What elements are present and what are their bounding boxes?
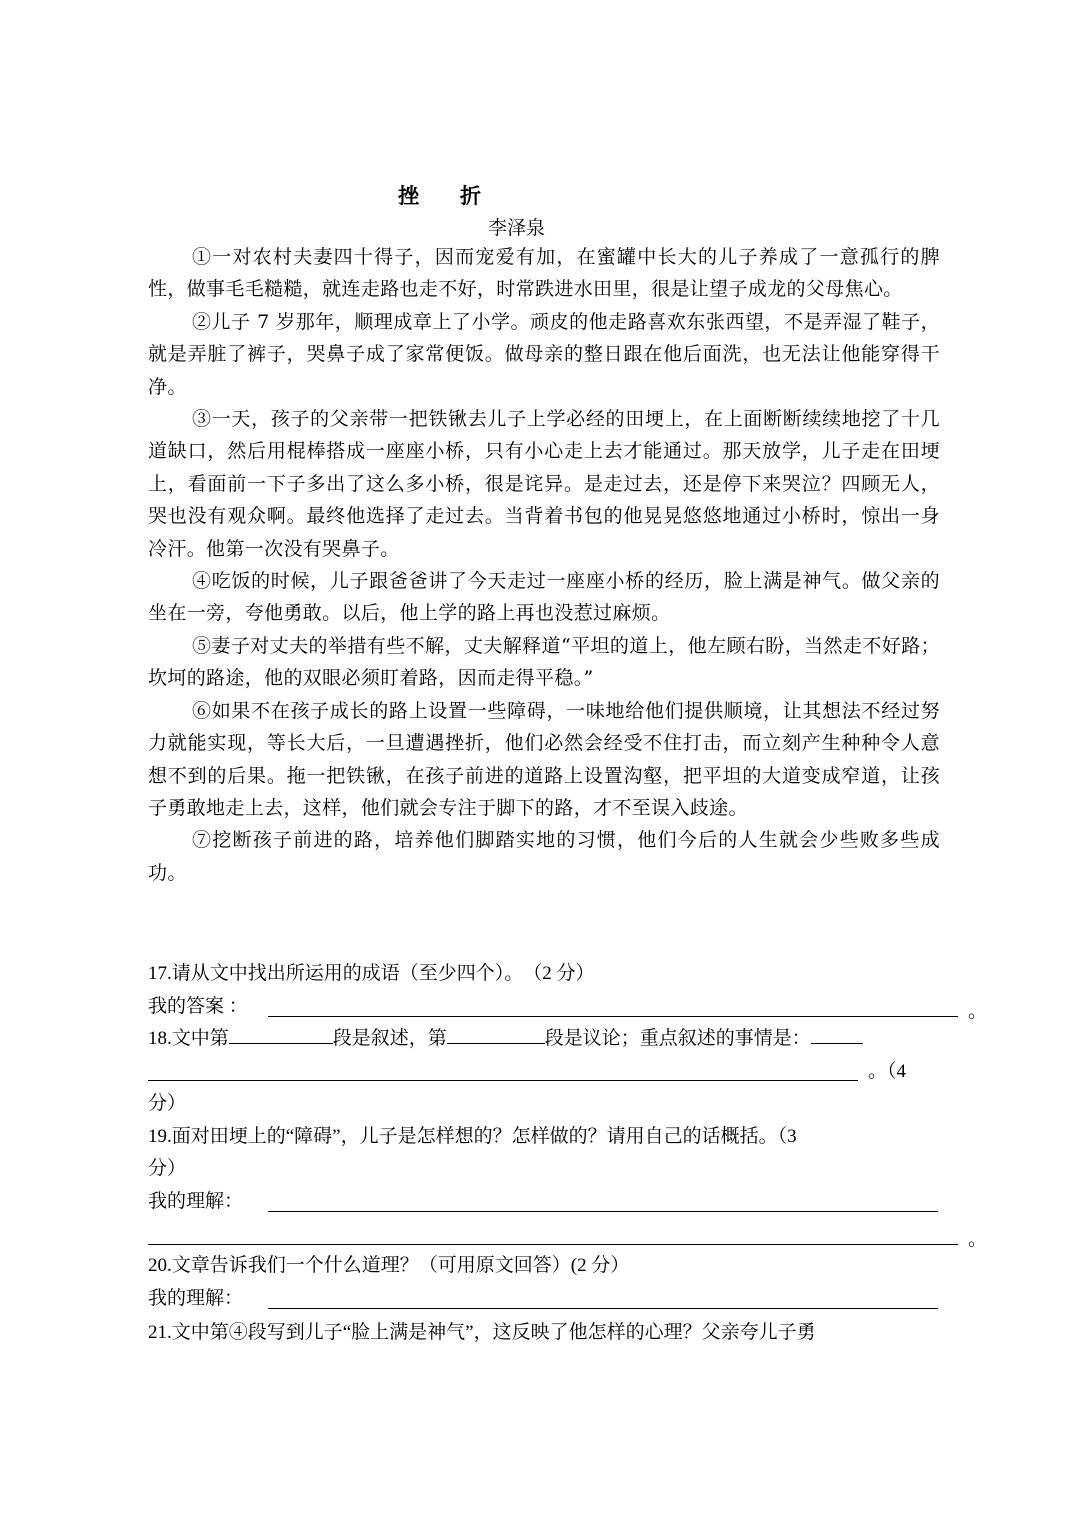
article-author: 李泽泉 [488,217,546,239]
question-19-answer-line-1[interactable] [268,1211,938,1212]
question-19-answer-line-2[interactable] [148,1244,958,1245]
question-20-answer-line[interactable] [268,1308,938,1309]
article-body [148,241,940,889]
paragraph-2: ②儿子 7 岁那年，顺理成章上了小学。顽皮的他走路喜欢东张西望，不是弄湿了鞋子，就是弄脏了裤子，哭鼻子成了家常便饭。做母亲的整日跟在他后面洗，也无法让他能穿得干净。 [148,310,940,398]
question-17-answer-line[interactable] [268,1016,958,1017]
paragraph-7: ⑦挖断孩子前进的路，培养他们脚踏实地的习惯，他们今后的人生就会少些败多些成功。 [148,829,940,884]
question-19-end-mark: 。 [968,1229,988,1250]
question-18-tail: 。（4 [868,1061,907,1082]
paragraph-5: ⑤妻子对丈夫的举措有些不解，丈夫解释道“平坦的道上，他左顾右盼，当然走不好路；坎坷的路途，他的双眼必须盯着路，因而走得平稳。” [148,634,940,690]
question-18-blank-1[interactable] [229,1026,333,1044]
paragraph-3: ③一天，孩子的父亲带一把铁锹去儿子上学必经的田埂上，在上面断断续续地挖了十几道缺口，然后用棍棒搭成一座座小桥，只有小心走上去才能通过。那天放学，儿子走在田埂上，看面前一下子多出了这么多小桥，很是诧异。是走过去，还是停下来哭泣？四顾无人，哭也没有观众啊。最终他选择了走过去。当背着书包的他晃晃悠悠地通过小桥时，惊出一身冷汗。他第一次没有哭鼻子。 [148,408,940,560]
question-18-continued: 分） [148,1093,187,1114]
question-19: 19.面对田埂上的“障碍”，儿子是怎样想的？怎样做的？请用自己的话概括。（3 [148,1126,797,1147]
question-18-blank-3[interactable] [811,1026,863,1044]
question-20: 20.文章告诉我们一个什么道理？（可用原文回答）(2 分） [148,1255,630,1276]
question-18-blank-2[interactable] [447,1026,545,1044]
question-18-part-1: 18.文中第 [148,1028,229,1049]
question-18 [148,1023,863,1055]
question-17: 17.请从文中找出所运用的成语（至少四个）。 （2 分） [148,963,595,984]
paragraph-6: ⑥如果不在孩子成长的路上设置一些障碍，一味地给他们提供顺境，让其想法不经过努力就能实现，等长大后，一旦遭遇挫折，他们必然会经受不住打击，而立刻产生种种令人意想不到的后果。拖一把铁锹，在孩子前进的道路上设置沟壑，把平坦的大道变成窄道，让孩子勇敢地走上去，这样，他们就会专注于脚下的路，才不至误入歧途。 [148,699,940,819]
question-20-answer-label: 我的理解： [148,1288,244,1309]
paragraph-4: ④吃饭的时候，儿子跟爸爸讲了今天走过一座座小桥的经历，脸上满是神气。做父亲的坐在一旁，夸他勇敢。以后，他上学的路上再也没惹过麻烦。 [148,570,940,625]
question-18-part-2: 段是叙述，第 [332,1028,447,1049]
question-21: 21.文中第④段写到儿子“脸上满是神气”，这反映了他怎样的心理？父亲夸儿子勇 [148,1322,816,1343]
question-19-answer-label: 我的理解： [148,1191,244,1212]
question-19-continued: 分） [148,1158,187,1179]
question-18-answer-line[interactable] [148,1080,858,1081]
question-18-part-3: 段是议论；重点叙述的事情是： [544,1028,811,1049]
paragraph-1: ①一对农村夫妻四十得子，因而宠爱有加，在蜜罐中长大的儿子养成了一意孤行的脾性，做事毛毛糙糙，就连走路也走不好，时常跌进水田里，很是让望子成龙的父母焦心。 [148,246,940,301]
article-title: 挫 折 [398,183,491,208]
question-17-answer-label: 我的答案 ： [148,996,248,1017]
question-17-end-mark: 。 [968,1001,988,1022]
